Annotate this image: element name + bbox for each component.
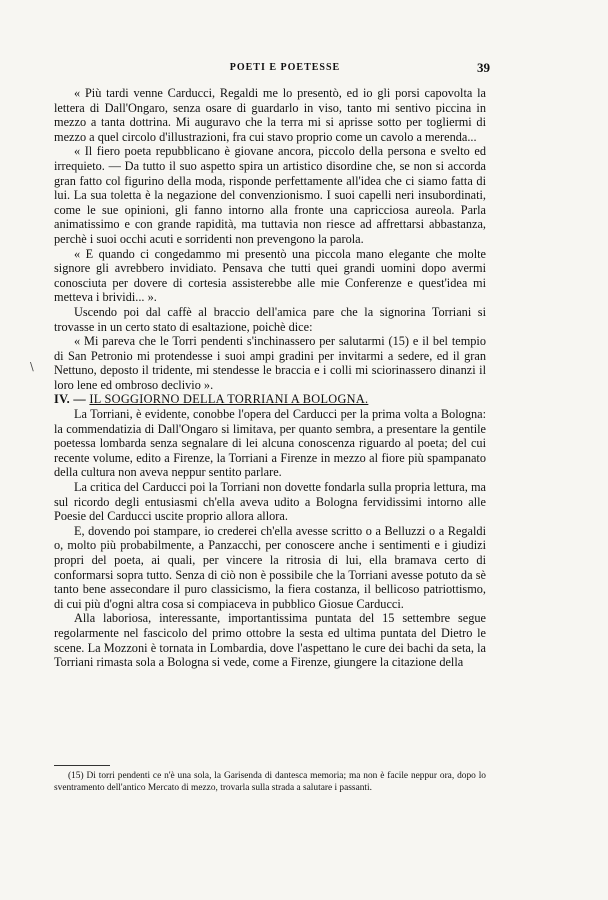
- paragraph: La Torriani, è evidente, conobbe l'opera del Carducci per la prima volta a Bologna: la commendatizia di Dall'Ongaro si limitava, per quanto sembra, a presentare la gentile poetessa lombarda senza segnalare di lei alcuna conoscenza riguardo al poeta; del cui recente volume, edito a Firenze, la Torriani a Firenze in mezzo al fiore più spampanato della cultura non aveva neppur sentito parlare.: [54, 407, 486, 480]
- footnote-rule: [54, 765, 110, 766]
- paragraph: « Il fiero poeta repubblicano è giovane ancora, piccolo della persona e svelto ed irrequieto. — Da tutto il suo aspetto spira un artistico disordine che, se non si accorda gran fatto col figurino della moda, risponde perfettamente all'idea che ci siamo fatta di lui. La sua toletta è la negazione del convenzionismo. I suoi capelli neri insubordinati, come le sue opinioni, gli fanno intorno alla fronte una capricciosa aureola. Parla animatissimo e con grande rapidità, ma tuttavia non riesce ad affrettarsi abbastanza, perchè i suoi occhi acuti e sorridenti non prevengono la parola.: [54, 144, 486, 246]
- running-head: POETI E POETESSE: [229, 62, 341, 73]
- paragraph: La critica del Carducci poi la Torriani non dovette fondarla sulla propria lettura, ma sul ricordo degli entusiasmi ch'ella aveva udito a Bologna fervidissimi intorno alle Poesie del Carducci uscite proprio allora allora.: [54, 480, 486, 524]
- paragraph: Uscendo poi dal caffè al braccio dell'amica pare che la signorina Torriani si trovasse in un certo stato di esaltazione, poichè dice:: [54, 304, 486, 334]
- body-text: [54, 86, 486, 670]
- margin-pencil-mark: \: [30, 360, 34, 373]
- section-heading: [54, 392, 486, 407]
- paragraph: Alla laboriosa, interessante, importantissima puntata del 15 settembre segue regolarmente nel fascicolo del primo ottobre la sesta ed ultima puntata del Dietro le scene. La Mozzoni è tornata in Lombardia, dove l'aspettano le cure dei bachi da seta, la Torriani rimasta sola a Bologna si vede, come a Firenze, giungere la citazione della: [54, 611, 486, 670]
- section-title: IL SOGGIORNO DELLA TORRIANI A BOLOGNA.: [89, 392, 369, 407]
- paragraph: « Più tardi venne Carducci, Regaldi me lo presentò, ed io gli porsi capovolta la lettera di Dall'Ongaro, senza osare di guardarlo in viso, tanto mi sentivo piccina in mezzo a tanta dottrina. Mi auguravo che la terra mi si aprisse sotto per togliermi di mezzo a quel circolo d'illustrazioni, fra cui stavo proprio come un cavolo a merenda...: [54, 86, 486, 144]
- section-number: IV. —: [54, 392, 87, 407]
- paragraph: « E quando ci congedammo mi presentò una piccola mano elegante che molte signore gli avrebbero invidiato. Pensava che tutti quei grandi uomini dopo avermi conosciuta per dovere di cortesia assisterebbe alle mie Conferenze e quest'idea mi metteva i brividi... ».: [54, 246, 486, 305]
- paragraph: E, dovendo poi stampare, io crederei ch'ella avesse scritto o a Belluzzi o a Regaldi o, molto più probabilmente, a Panzacchi, per conoscere anche i sentimenti e i giudizi propri del poeta, ai quali, per vincere la ritrosia di lui, ella bramava certo di conformarsi sopra tutto. Senza di ciò non è possibile che la Torriani avesse potuto da sè tanto bene assecondare il puro classicismo, la fiera costanza, il bellicoso patriottismo, di cui più d'ogni altra cosa si compiaceva in pubblico Giosue Carducci.: [54, 523, 486, 611]
- paragraph: « Mi pareva che le Torri pendenti s'inchinassero per salutarmi (15) e il bel tempio di San Petronio mi protendesse i suoi ampi gradini per invitarmi a sedere, ed il gran Nettuno, deposto il tridente, mi stendesse le braccia e i colli mi sciorinassero dinanzi il loro lene ed ombroso declivio ».: [54, 334, 486, 392]
- footnote: (15) Di torri pendenti ce n'è una sola, la Garisenda di dantesca memoria; ma non è facile neppur ora, dopo lo sventramento dell'antico Mercato di mezzo, trovarla sulla strada a salutare i passanti.: [54, 771, 486, 793]
- page-number: 39: [477, 60, 490, 75]
